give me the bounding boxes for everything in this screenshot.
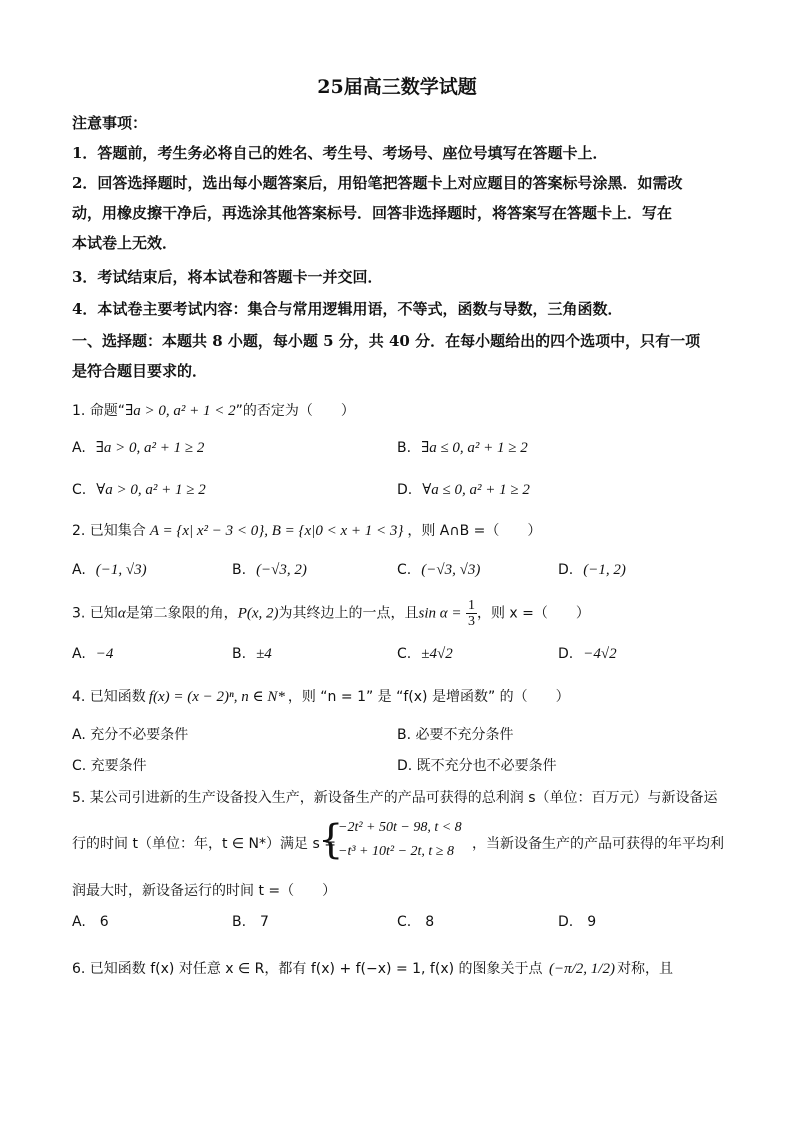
q2-option-c[interactable]: C. (−√3, √3) <box>397 562 481 578</box>
notice-item-4: 4．本试卷主要考试内容：集合与常用逻辑用语，不等式，函数与导数，三角函数． <box>72 300 623 318</box>
q1-option-d[interactable]: D. ∀a ≤ 0, a² + 1 ≥ 2 <box>397 482 530 498</box>
q5-option-b[interactable]: B. 7 <box>232 914 269 930</box>
q5-option-a[interactable]: A. 6 <box>72 914 109 930</box>
q3-option-c[interactable]: C. ±4√2 <box>397 646 453 662</box>
q2-option-d[interactable]: D. (−1, 2) <box>558 562 626 578</box>
q2-option-a[interactable]: A. (−1, √3) <box>72 562 147 578</box>
q3-option-d[interactable]: D. −4√2 <box>558 646 617 662</box>
section-heading-line1: 一、选择题：本题共 8 小题，每小题 5 分，共 40 分．在每小题给出的四个选项中，只有一项 <box>72 332 701 350</box>
q3-option-a[interactable]: A. −4 <box>72 646 114 662</box>
notice-item-2c: 本试卷上无效． <box>72 234 178 252</box>
q1-option-b[interactable]: B. ∃a ≤ 0, a² + 1 ≥ 2 <box>397 440 528 456</box>
question-2: 2. 已知集合 A = {x| x² − 3 < 0}, B = {x|0 < x + 1 < 3} ，则 A∩B =（ ） <box>72 523 542 539</box>
notice-item-2a: 2．回答选择题时，选出每小题答案后，用铅笔把答题卡上对应题目的答案标号涂黑．如需改 <box>72 174 683 192</box>
q6-point: (−π/2, 1/2) <box>548 961 615 977</box>
notice-heading: 注意事项： <box>72 114 148 132</box>
section-heading-line2: 是符合题目要求的． <box>72 362 208 380</box>
page-title: 25届高三数学试题 <box>317 76 477 98</box>
question-5-line3: 润最大时，新设备运行的时间 t =（ ） <box>72 883 337 899</box>
q5-case-1: −2t² + 50t − 98, t < 8 <box>338 820 462 835</box>
q3-option-b[interactable]: B. ±4 <box>232 646 272 662</box>
q1-option-a[interactable]: A. ∃a > 0, a² + 1 ≥ 2 <box>72 440 205 456</box>
q2-option-b[interactable]: B. (−√3, 2) <box>232 562 307 578</box>
q3-fraction: $\frac{1}{3}$ <box>467 598 475 629</box>
q4-option-b[interactable]: B. 必要不充分条件 <box>397 727 514 743</box>
question-4: 4. 已知函数 f(x) = (x − 2)ⁿ, n ∈ N* ，则 “n = 1” 是 “f(x) 是增函数” 的（ ） <box>72 689 570 705</box>
notice-item-1: 1．答题前，考生务必将自己的姓名、考生号、考场号、座位号填写在答题卡上． <box>72 144 608 162</box>
q4-option-a[interactable]: A. 充分不必要条件 <box>72 727 189 743</box>
q1-math: ∃a > 0, a² + 1 < 2 <box>125 403 236 419</box>
q1-text-pre: 1. 命题“ <box>72 403 126 419</box>
q4-option-c[interactable]: C. 充要条件 <box>72 758 147 774</box>
q1-text-post: ”的否定为（ ） <box>235 403 355 419</box>
q5-option-d[interactable]: D. 9 <box>558 914 597 930</box>
notice-item-3: 3．考试结束后，将本试卷和答题卡一并交回． <box>72 268 383 286</box>
piecewise-brace: { <box>318 817 344 863</box>
notice-item-2b: 动，用橡皮擦干净后，再选涂其他答案标号．回答非选择题时，将答案写在答题卡上．写在 <box>72 204 673 222</box>
q5-option-c[interactable]: C. 8 <box>397 914 435 930</box>
question-5-line1: 5. 某公司引进新的生产设备投入生产，新设备生产的产品可获得的总利润 s（单位：百万元）与新设备运 <box>72 790 718 806</box>
q2-math: A = {x| x² − 3 < 0}, B = {x|0 < x + 1 < 3} <box>149 523 404 539</box>
q5-case-2: −t³ + 10t² − 2t, t ≥ 8 <box>338 844 454 859</box>
question-3: 3. 已知α是第二象限的角，P(x, 2)为其终边上的一点，且sin α = $\frac{1}{3}$ ，则 x =（ ） <box>72 598 590 629</box>
q1-option-c[interactable]: C. ∀a > 0, a² + 1 ≥ 2 <box>72 482 206 498</box>
question-6: 6. 已知函数 f(x) 对任意 x ∈ R，都有 f(x) + f(−x) = 1, f(x) 的图象关于点 (−π/2, 1/2) 对称，且 <box>72 961 673 977</box>
question-1 <box>72 400 732 420</box>
question-5-line2: 行的时间 t（单位：年，t ∈ N*）满足 s = { −2t² + 50t − 98, t < 8 −t³ + 10t² − 2t, t ≥ 8 ，当新设备生产的产品可获得的年平均利 <box>72 817 724 863</box>
q4-option-d[interactable]: D. 既不充分也不必要条件 <box>397 758 557 774</box>
